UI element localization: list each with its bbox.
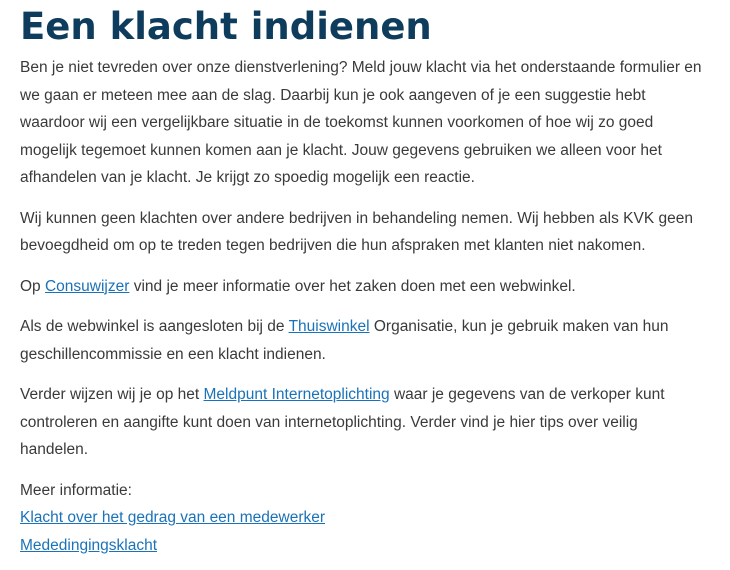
thuiswinkel-paragraph bbox=[20, 313, 710, 368]
page-title: Een klacht indienen bbox=[20, 5, 432, 48]
employee-behaviour-complaint-link[interactable]: Klacht over het gedrag van een medewerker bbox=[20, 509, 326, 526]
thuiswinkel-text-before: Als de webwinkel is aangesloten bij de bbox=[20, 318, 289, 335]
more-info-label: Meer informatie: bbox=[20, 481, 132, 499]
more-info-link-row bbox=[20, 504, 710, 532]
thuiswinkel-text-after: Organisatie, kun je gebruik maken van hun geschillencommissie en een klacht indienen. bbox=[20, 318, 669, 363]
meldpunt-text-after: waar je gegevens van de verkoper kunt controleren en aangifte kunt doen van internetoplichting. Verder vind je hier tips over veilig handelen. bbox=[20, 386, 665, 458]
competition-complaint-link[interactable]: Mededingingsklacht bbox=[20, 536, 158, 554]
consuwijzer-text-before: Op bbox=[20, 277, 45, 295]
more-info-link-row bbox=[20, 532, 710, 560]
consuwijzer-paragraph bbox=[20, 273, 710, 301]
thuiswinkel-link[interactable]: Thuiswinkel bbox=[288, 318, 370, 335]
meldpunt-internetoplichting-link[interactable]: Meldpunt Internetoplichting bbox=[203, 386, 390, 403]
intro-paragraph: Ben je niet tevreden over onze dienstverlening? Meld jouw klacht via het onderstaande formulier en we gaan er meteen mee aan de slag. Daarbij kun je ook aangeven of je een suggestie hebt waardoor wij een vergelijkbare situatie in de toekomst kunnen voorkomen of hoe wij zo goed mogelijk tegemoet kunnen komen aan je klacht. Jouw gegevens gebruiken we alleen voor het afhandelen van je klacht. Je krijgt zo spoedig mogelijk een reactie. bbox=[20, 59, 702, 186]
kvk-scope-paragraph: Wij kunnen geen klachten over andere bedrijven in behandeling nemen. Wij hebben als KVK geen bevoegdheid om op te treden tegen bedrijven die hun afspraken met klanten niet nakomen. bbox=[20, 209, 693, 254]
more-info-section bbox=[20, 477, 710, 560]
consuwijzer-link[interactable]: Consuwijzer bbox=[44, 277, 130, 295]
meldpunt-paragraph bbox=[20, 381, 710, 464]
meldpunt-text-before: Verder wijzen wij je op het bbox=[20, 386, 204, 403]
consuwijzer-text-after: vind je meer informatie over het zaken doen met een webwinkel. bbox=[129, 277, 576, 295]
